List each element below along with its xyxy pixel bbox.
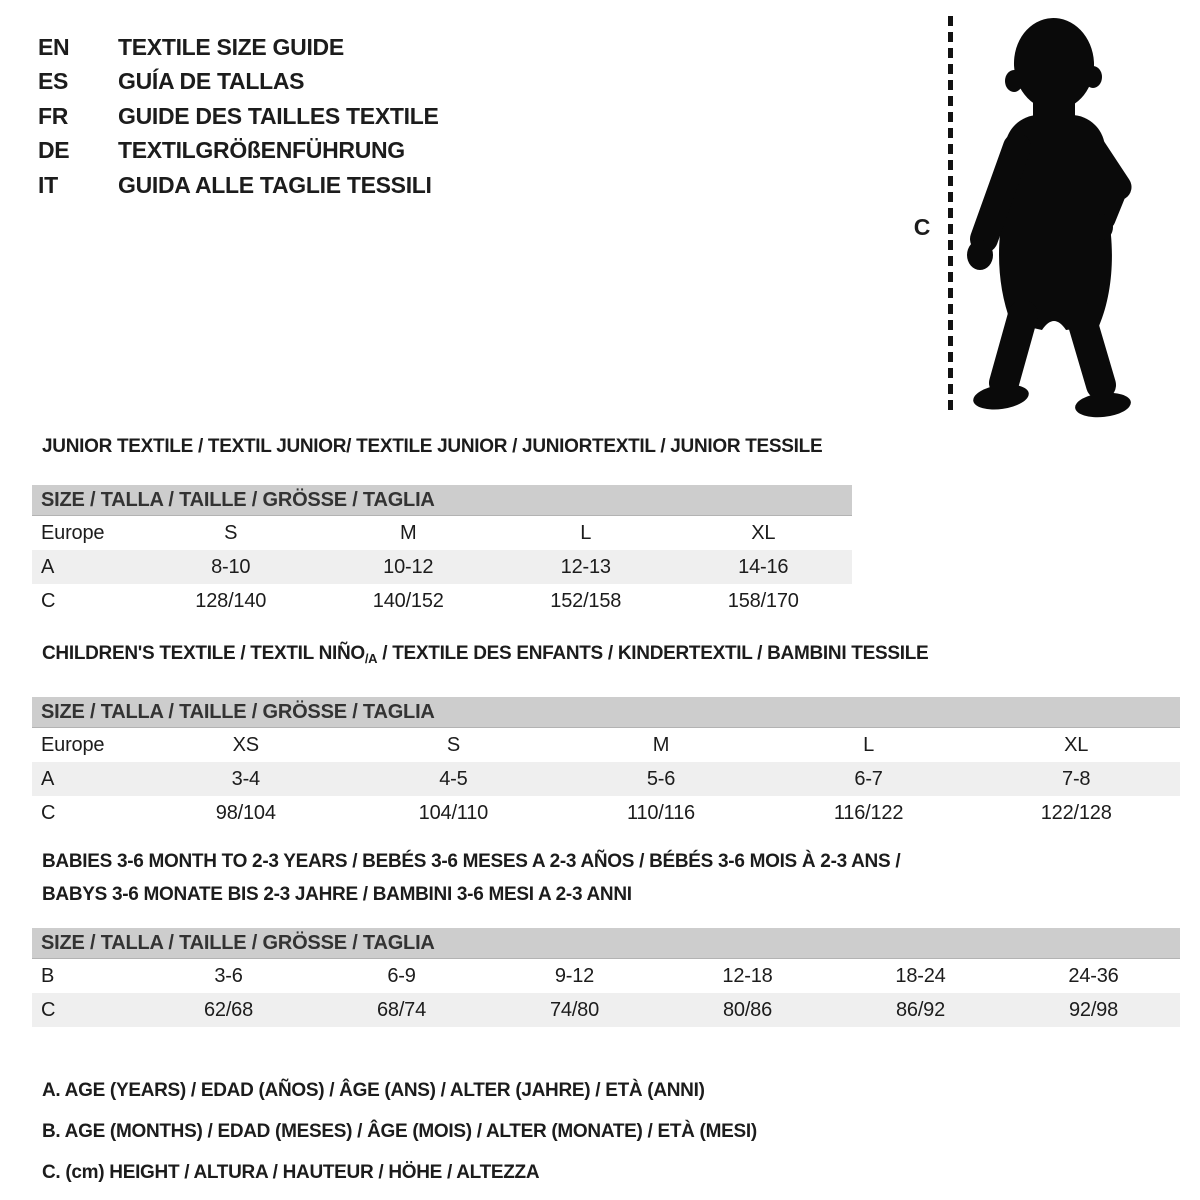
language-row [38,99,439,134]
size-value-cell: 98/104 [215,801,276,824]
size-value-cell: 24-36 [1068,964,1119,987]
table-header-row [32,928,1180,959]
section-title-segment: CHILDREN'S TEXTILE / TEXTIL NIÑO [42,643,365,664]
size-value-cell: XL [1064,733,1089,756]
size-value-cell: 12-13 [497,550,675,584]
table-row [32,728,1180,763]
row-label-cell: Europe [41,521,105,544]
size-value-cell: M [400,521,417,544]
section-title-line [42,430,852,463]
size-table [32,485,852,618]
table-row [32,550,852,584]
size-value-cell: M [652,733,670,756]
language-code: ES [38,68,69,95]
table-row [32,993,1180,1027]
size-value-cell: 116/122 [833,801,904,824]
table-row [32,584,852,618]
size-value-cell: 122/128 [1040,801,1112,824]
section-title [42,845,1180,911]
size-value-cell: 128/140 [195,589,267,612]
size-value-cell: 68/74 [315,993,488,1027]
height-measure-dashed-line [948,16,953,416]
language-title-list [38,30,439,203]
language-title: TEXTILE SIZE GUIDE [118,33,344,60]
language-row [38,134,439,169]
section-babies [32,845,1180,1027]
size-value-cell: 9-12 [554,964,595,987]
row-label-cell: Europe [41,733,105,756]
size-value-cell: XL [751,521,776,544]
size-value-cell: 3-4 [142,762,350,796]
language-code: FR [38,102,69,129]
language-title: GUÍA DE TALLAS [118,68,305,95]
language-row [38,30,439,65]
section-title-segment: BABIES 3-6 MONTH TO 2-3 YEARS / BEBÉS 3-6 MESES A 2-3 AÑOS / BÉBÉS 3-6 MOIS À 2-3 ANS / [42,851,901,872]
section-title-segment: /A [364,651,378,666]
size-value-cell: 92/98 [1007,993,1180,1027]
section-title-line [42,637,1180,675]
table-body [32,485,852,618]
table-header-row [32,697,1180,728]
size-value-cell: 104/110 [418,801,489,824]
table-body [32,928,1180,1027]
size-table [32,697,1180,830]
size-value-cell: 110/116 [627,801,695,824]
section-title-segment: BABYS 3-6 MONATE BIS 2-3 JAHRE / BAMBINI 3-6 MESI A 2-3 ANNI [42,884,632,905]
size-value-cell: 6-7 [765,762,973,796]
size-value-cell: 10-12 [320,550,498,584]
table-row [32,796,1180,830]
size-value-cell: 62/68 [142,993,315,1027]
row-label-cell: C [41,801,56,824]
table-header-cell: SIZE / TALLA / TAILLE / GRÖSSE / TAGLIA [32,697,1180,728]
language-code: EN [38,33,70,60]
size-value-cell: 74/80 [488,993,661,1027]
table-header-cell: SIZE / TALLA / TAILLE / GRÖSSE / TAGLIA [32,485,852,516]
section-title-segment: / TEXTILE DES ENFANTS / KINDERTEXTIL / BAMBINI TESSILE [377,643,929,664]
size-value-cell: 5-6 [557,762,765,796]
note-line: B. AGE (MONTHS) / EDAD (MESES) / ÂGE (MOIS) / ALTER (MONATE) / ETÀ (MESI) [42,1121,757,1142]
table-row [32,516,852,551]
size-value-cell: 140/152 [372,589,444,612]
table-header-row [32,485,852,516]
section-title [42,430,852,463]
language-title: GUIDE DES TAILLES TEXTILE [118,102,439,129]
language-title: GUIDA ALLE TAGLIE TESSILI [118,171,432,198]
section-title-line [42,878,1180,911]
row-label-cell: A [32,762,142,796]
section-junior [32,430,852,618]
size-value-cell: 3-6 [214,964,243,987]
table-row [32,959,1180,994]
size-value-cell: L [580,521,592,544]
size-value-cell: 6-9 [387,964,416,987]
size-value-cell: 86/92 [834,993,1007,1027]
size-value-cell: 12-18 [722,964,773,987]
language-row [38,168,439,203]
size-value-cell: 8-10 [142,550,320,584]
table-body [32,697,1180,830]
size-value-cell: XS [232,733,259,756]
size-value-cell: 18-24 [895,964,946,987]
row-label-cell: B [41,964,55,987]
language-title: TEXTILGRÖßENFÜHRUNG [118,137,405,164]
section-title-line [42,845,1180,878]
size-value-cell: S [224,521,238,544]
row-label-cell: A [32,550,142,584]
legend-notes [42,1070,757,1193]
size-value-cell: 14-16 [675,550,853,584]
row-label-cell: C [32,993,142,1027]
size-value-cell: 4-5 [350,762,558,796]
row-label-cell: C [41,589,56,612]
size-value-cell: S [446,733,460,756]
table-row [32,762,1180,796]
size-value-cell: 80/86 [661,993,834,1027]
language-code: IT [38,171,58,198]
note-line: A. AGE (YEARS) / EDAD (AÑOS) / ÂGE (ANS) / ALTER (JAHRE) / ETÀ (ANNI) [42,1080,705,1101]
section-title [42,637,1180,675]
height-measure-label: C [913,214,931,240]
size-table [32,928,1180,1027]
toddler-silhouette-icon [963,17,1140,418]
size-value-cell: L [863,733,875,756]
size-value-cell: 158/170 [727,589,799,612]
section-title-segment: JUNIOR TEXTILE / TEXTIL JUNIOR/ TEXTILE JUNIOR / JUNIORTEXTIL / JUNIOR TESSILE [42,436,823,457]
language-code: DE [38,137,70,164]
note-line: C. (cm) HEIGHT / ALTURA / HAUTEUR / HÖHE / ALTEZZA [42,1162,540,1183]
section-children [32,637,1180,830]
language-row [38,65,439,100]
size-value-cell: 7-8 [972,762,1180,796]
table-header-cell: SIZE / TALLA / TAILLE / GRÖSSE / TAGLIA [32,928,1180,959]
size-value-cell: 152/158 [550,589,622,612]
